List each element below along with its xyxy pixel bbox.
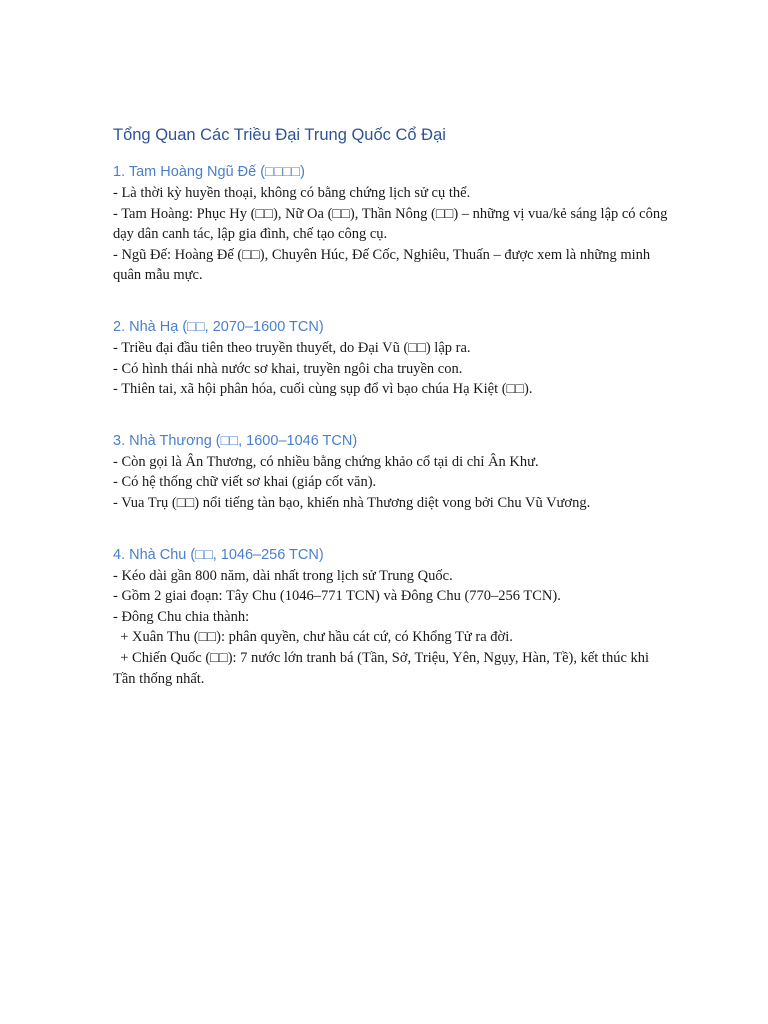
section-line: - Thiên tai, xã hội phân hóa, cuối cùng sụp đổ vì bạo chúa Hạ Kiệt (□□). [113,381,533,398]
section-line: - Là thời kỳ huyền thoại, không có bằng chứng lịch sử cụ thể. [113,185,471,201]
section-heading: 2. Nhà Hạ (□□, 2070–1600 TCN) [113,318,324,335]
section-heading: 3. Nhà Thương (□□, 1600–1046 TCN) [113,432,358,449]
section-line: - Có hệ thống chữ viết sơ khai (giáp cốt văn). [113,474,377,491]
section-line: - Tam Hoàng: Phục Hy (□□), Nữ Oa (□□), Thần Nông (□□) – những vị vua/kẻ sáng lập có công dạy dân canh tác, lập gia đình, chế tạo công cụ. [113,205,671,243]
section-line: + Xuân Thu (□□): phân quyền, chư hầu cát cứ, có Khổng Tử ra đời. [113,629,513,646]
section-line: - Đông Chu chia thành: [113,608,250,625]
section-line: - Triều đại đầu tiên theo truyền thuyết, do Đại Vũ (□□) lập ra. [113,339,471,356]
section-line: - Còn gọi là Ân Thương, có nhiều bằng chứng khảo cổ tại di chỉ Ân Khư. [113,453,539,470]
section-1 [113,162,671,286]
section-line: - Kéo dài gần 800 năm, dài nhất trong lịch sử Trung Quốc. [113,567,453,584]
section-line: + Chiến Quốc (□□): 7 nước lớn tranh bá (Tần, Sở, Triệu, Yên, Ngụy, Hàn, Tề), kết thúc khi Tần thống nhất. [113,649,653,687]
section-line: - Ngũ Đế: Hoàng Đế (□□), Chuyên Húc, Đế Cốc, Nghiêu, Thuấn – được xem là những minh quân mẫu mực. [113,246,654,284]
section-heading: 1. Tam Hoàng Ngũ Đế (□□□□) [113,164,305,180]
section-line: - Gồm 2 giai đoạn: Tây Chu (1046–771 TCN) và Đông Chu (770–256 TCN). [113,588,561,605]
section-line: - Có hình thái nhà nước sơ khai, truyền ngôi cha truyền con. [113,360,463,377]
section-heading: 4. Nhà Chu (□□, 1046–256 TCN) [113,546,324,563]
section-4 [113,545,668,690]
sections-container [113,162,671,689]
section-3 [113,431,668,514]
document-title: Tổng Quan Các Triều Đại Trung Quốc Cổ Đại [113,126,446,144]
section-line: - Vua Trụ (□□) nổi tiếng tàn bạo, khiến nhà Thương diệt vong bởi Chu Vũ Vương. [113,494,591,511]
section-2 [113,317,668,400]
